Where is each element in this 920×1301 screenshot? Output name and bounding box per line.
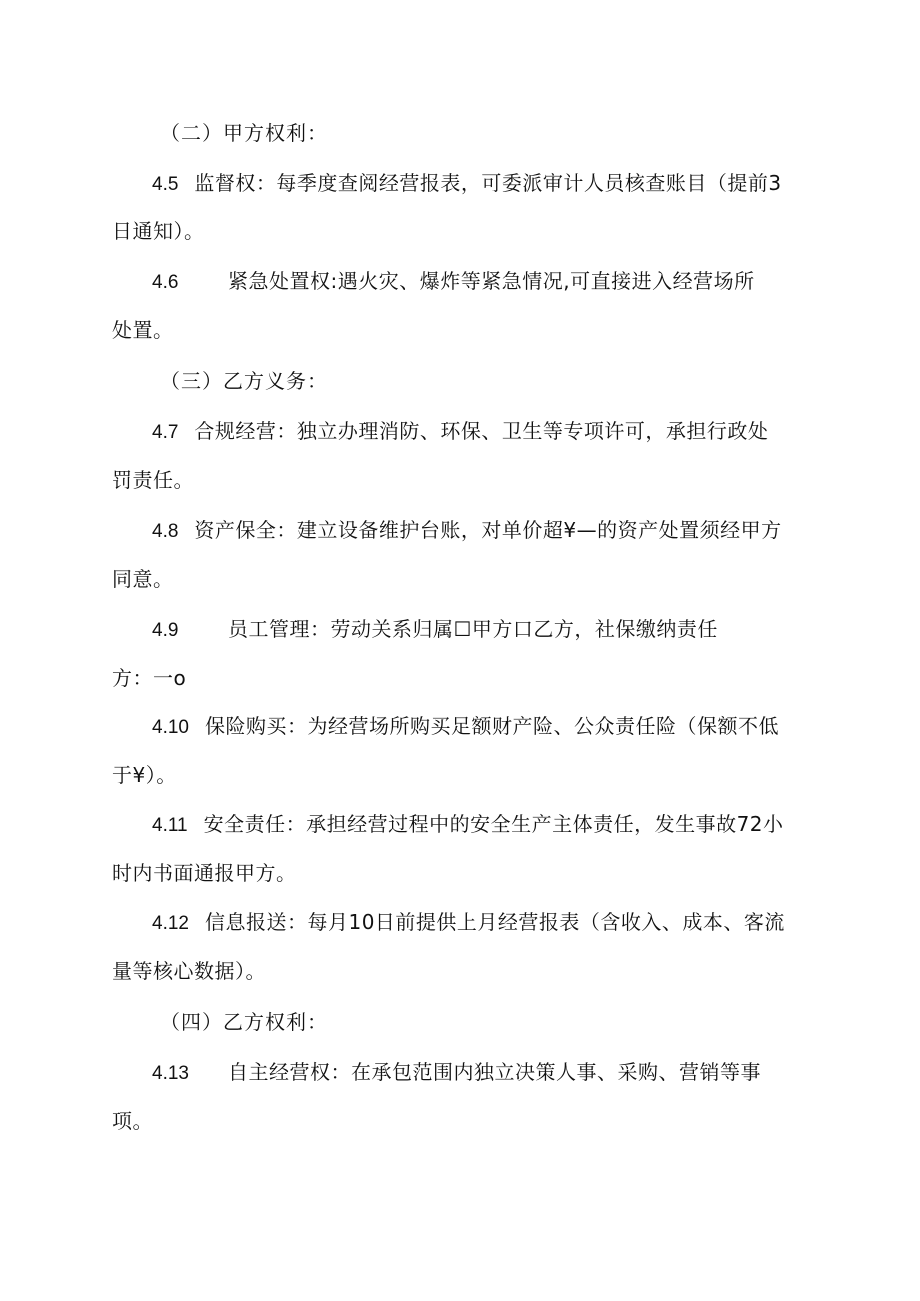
- clause-line: [152, 1059, 761, 1087]
- clause-line: [152, 616, 718, 644]
- clause-continuation: 日通知）。: [112, 219, 205, 243]
- section-heading-party-b-obligations: （三）乙方义务：: [160, 369, 328, 393]
- clause-continuation: 于¥）。: [112, 763, 177, 787]
- clause-continuation: 同意。: [112, 567, 174, 591]
- clause-continuation: 罚责任。: [112, 468, 194, 492]
- clause-text: 信息报送：每月10日前提供上月经营报表（含收入、成本、客流: [204, 910, 785, 934]
- clause-continuation: 处置。: [112, 318, 174, 342]
- clause-continuation: 项。: [112, 1109, 153, 1133]
- clause-number: 4.5: [152, 174, 179, 195]
- clause-number: 4.7: [152, 422, 179, 443]
- clause-text: 自主经营权：在承包范围内独立决策人事、采购、营销等事: [228, 1060, 761, 1084]
- clause-number: 4.10: [152, 717, 189, 738]
- clause-number: 4.6: [152, 272, 179, 293]
- clause-line: [152, 418, 768, 446]
- clause-number: 4.12: [152, 913, 189, 934]
- clause-continuation: 时内书面通报甲方。: [112, 861, 297, 885]
- clause-text: 安全责任：承担经营过程中的安全生产主体责任，发生事故72小: [203, 812, 784, 836]
- clause-text: 监督权：每季度查阅经营报表，可委派审计人员核查账目（提前3: [194, 171, 782, 195]
- section-heading-party-b-rights: （四）乙方权利：: [160, 1010, 328, 1034]
- clause-number: 4.8: [152, 521, 179, 542]
- clause-text: 保险购买：为经营场所购买足额财产险、公众责任险（保额不低: [204, 714, 779, 738]
- clause-line: [152, 517, 782, 545]
- clause-text: 紧急处置权:遇火灾、爆炸等紧急情况,可直接进入经营场所: [228, 269, 755, 293]
- clause-line: [152, 268, 755, 296]
- clause-number: 4.11: [152, 815, 188, 836]
- clause-continuation: 量等核心数据）。: [112, 959, 266, 983]
- clause-line: [152, 713, 779, 741]
- clause-line: [152, 811, 784, 839]
- clause-number: 4.13: [152, 1063, 189, 1084]
- clause-text: 资产保全：建立设备维护台账，对单价超¥—的资产处置须经甲方: [194, 518, 782, 542]
- clause-line: [152, 909, 785, 937]
- section-heading-party-a-rights: （二）甲方权利：: [160, 121, 328, 145]
- clause-line: [152, 170, 782, 198]
- clause-continuation: 方：一o: [112, 666, 187, 690]
- clause-text: 员工管理：劳动关系归属☐甲方口乙方，社保缴纳责任: [228, 617, 718, 641]
- clause-text: 合规经营：独立办理消防、环保、卫生等专项许可，承担行政处: [194, 419, 769, 443]
- clause-number: 4.9: [152, 620, 179, 641]
